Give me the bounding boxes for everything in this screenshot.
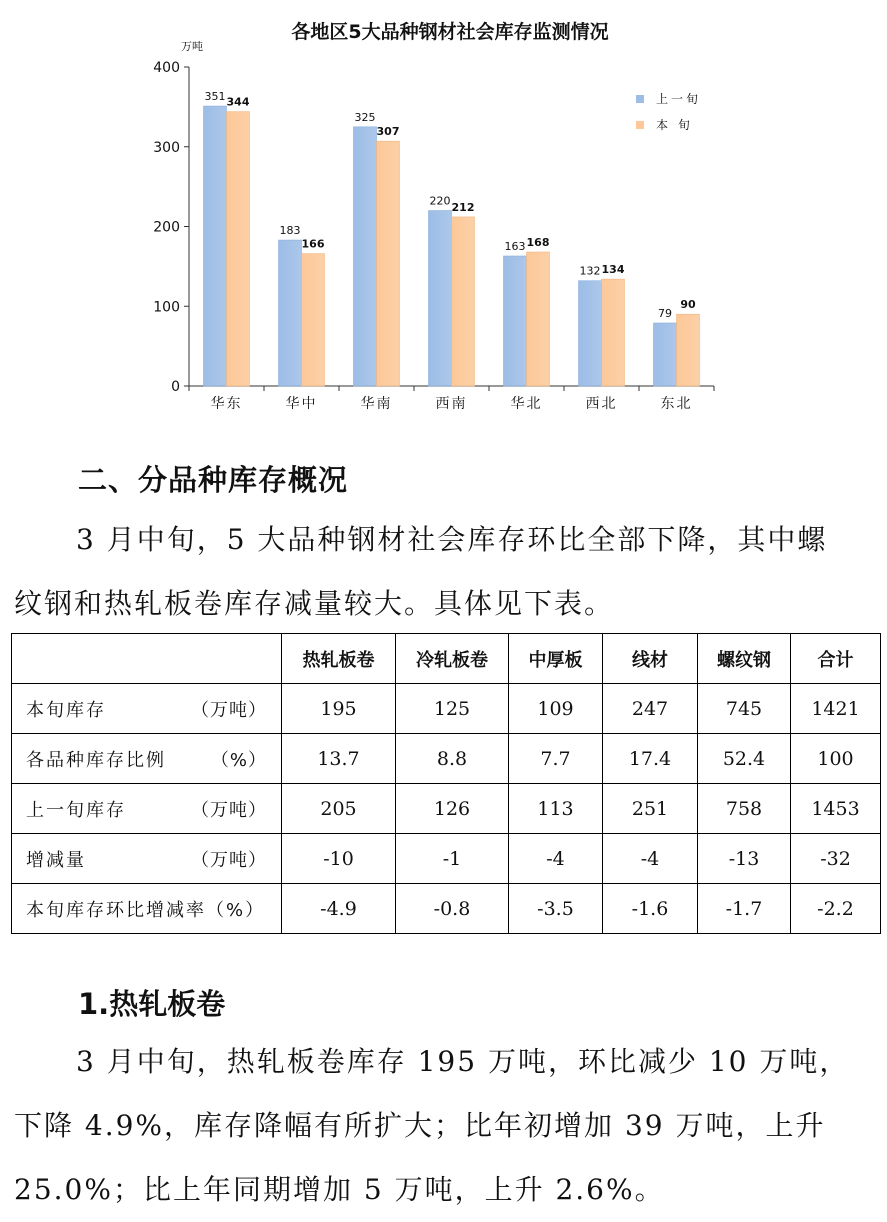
legend-label: 上一旬	[656, 92, 702, 106]
bar-value-label: 166	[301, 237, 325, 251]
table-row	[12, 834, 881, 884]
table-cell: 17.4	[603, 734, 698, 784]
y-tick-label: 0	[171, 379, 180, 395]
table-cell: 125	[396, 684, 509, 734]
row-label: 各品种库存比例	[26, 749, 166, 771]
bar-value-label: 79	[658, 306, 672, 320]
row-label: 本旬库存环比增减率（%）	[26, 899, 266, 921]
bar-current-period	[302, 254, 325, 386]
y-tick-label: 300	[153, 139, 180, 156]
table-cell: -2.2	[791, 884, 881, 934]
row-unit: （万吨）	[191, 799, 267, 821]
table-row	[12, 784, 881, 834]
row-label: 增减量	[26, 849, 86, 871]
x-category-label: 西北	[585, 396, 618, 412]
bar-value-label: 183	[279, 224, 301, 238]
y-axis-unit-label: 万吨	[181, 40, 203, 53]
section-heading-hot-rolled: 1.热轧板卷	[78, 987, 226, 1021]
table-cell: 745	[698, 684, 791, 734]
table-cell: -1	[396, 834, 509, 884]
table-cell: 13.7	[282, 734, 396, 784]
table-header-cell: 冷轧板卷	[396, 634, 509, 684]
table-cell: 7.7	[509, 734, 603, 784]
table-cell: 251	[603, 784, 698, 834]
bar-previous-period	[504, 256, 527, 386]
bar-previous-period	[279, 240, 302, 386]
bar-previous-period	[204, 106, 227, 386]
table-cell: 52.4	[698, 734, 791, 784]
table-cell: -32	[791, 834, 881, 884]
table-header-cell: 合计	[791, 634, 881, 684]
bar-current-period	[602, 279, 625, 386]
x-category-label: 华东	[210, 396, 243, 412]
bar-value-label: 212	[451, 200, 475, 214]
section3-line1: 3 月中旬，热轧板卷库存 195 万吨，环比减少 10 万吨，	[76, 1045, 850, 1078]
table-cell: 8.8	[396, 734, 509, 784]
row-unit: （万吨）	[191, 699, 267, 721]
table-cell: -0.8	[396, 884, 509, 934]
row-label: 上一旬库存	[26, 799, 126, 821]
table-cell: -4	[603, 834, 698, 884]
bar-value-label: 168	[526, 236, 550, 250]
legend-swatch	[636, 95, 644, 103]
section2-line1: 3 月中旬，5 大品种钢材社会库存环比全部下降，其中螺	[76, 523, 828, 556]
table-cell: 100	[791, 734, 881, 784]
x-category-label: 西南	[435, 396, 468, 412]
table-cell: -10	[282, 834, 396, 884]
table-row	[12, 734, 881, 784]
table-row	[12, 884, 881, 934]
section3-paragraph	[14, 1030, 864, 1222]
legend-label: 本 旬	[656, 118, 693, 132]
x-category-label: 华北	[510, 396, 543, 412]
table-header-cell: 线材	[603, 634, 698, 684]
bar-value-label: 351	[204, 90, 226, 104]
row-label-cell	[12, 884, 282, 934]
bar-current-period	[227, 112, 250, 386]
bar-current-period	[452, 217, 475, 386]
bar-previous-period	[429, 211, 452, 386]
bar-value-label: 134	[601, 263, 625, 277]
table-cell: 758	[698, 784, 791, 834]
bar-current-period	[377, 141, 400, 386]
row-label-cell	[12, 784, 282, 834]
table-row	[12, 684, 881, 734]
table-cell: 195	[282, 684, 396, 734]
row-unit: （万吨）	[191, 849, 267, 871]
bar-current-period	[677, 314, 700, 386]
table-cell: 109	[509, 684, 603, 734]
y-tick-label: 100	[153, 299, 180, 316]
x-category-label: 东北	[660, 396, 693, 412]
row-unit: （%）	[210, 749, 267, 771]
table-cell: 205	[282, 784, 396, 834]
bar-previous-period	[579, 281, 602, 386]
y-tick-label: 200	[153, 219, 180, 236]
table-header-row	[12, 634, 881, 684]
section3-line2: 下降 4.9%，库存降幅有所扩大；比年初增加 39 万吨，上升	[14, 1109, 826, 1142]
table-corner-cell	[12, 634, 282, 684]
row-label-cell	[12, 734, 282, 784]
chart-title: 各地区5大品种钢材社会库存监测情况	[291, 21, 609, 43]
bar-value-label: 90	[680, 298, 696, 312]
table-cell: -1.6	[603, 884, 698, 934]
bar-value-label: 325	[354, 110, 376, 124]
section2-paragraph	[14, 508, 864, 636]
table-cell: -3.5	[509, 884, 603, 934]
section2-line2: 纹钢和热轧板卷库存减量较大。具体见下表。	[14, 587, 615, 620]
row-label-cell	[12, 834, 282, 884]
y-tick-label: 400	[153, 60, 180, 76]
table-cell: -1.7	[698, 884, 791, 934]
legend-swatch	[636, 121, 644, 129]
bar-value-label: 163	[504, 240, 526, 254]
inventory-bar-chart	[0, 0, 887, 430]
table-cell: -13	[698, 834, 791, 884]
row-label-cell	[12, 684, 282, 734]
bar-current-period	[527, 252, 550, 386]
table-cell: 247	[603, 684, 698, 734]
bar-previous-period	[354, 127, 377, 386]
bar-value-label: 307	[376, 125, 400, 139]
inventory-table	[11, 633, 881, 934]
x-category-label: 华中	[285, 396, 318, 412]
section-heading-varieties: 二、分品种库存概况	[78, 463, 349, 497]
table-cell: 1421	[791, 684, 881, 734]
bar-value-label: 132	[579, 264, 601, 278]
table-cell: 126	[396, 784, 509, 834]
bar-value-label: 344	[226, 95, 250, 109]
table-cell: -4.9	[282, 884, 396, 934]
bar-previous-period	[654, 323, 677, 386]
row-label: 本旬库存	[26, 699, 106, 721]
table-header-cell: 热轧板卷	[282, 634, 396, 684]
section3-line3: 25.0%；比上年同期增加 5 万吨，上升 2.6%。	[14, 1173, 665, 1206]
table-cell: 1453	[791, 784, 881, 834]
table-cell: -4	[509, 834, 603, 884]
table-header-cell: 螺纹钢	[698, 634, 791, 684]
table-cell: 113	[509, 784, 603, 834]
table-header-cell: 中厚板	[509, 634, 603, 684]
bar-value-label: 220	[429, 194, 451, 208]
x-category-label: 华南	[360, 396, 393, 412]
